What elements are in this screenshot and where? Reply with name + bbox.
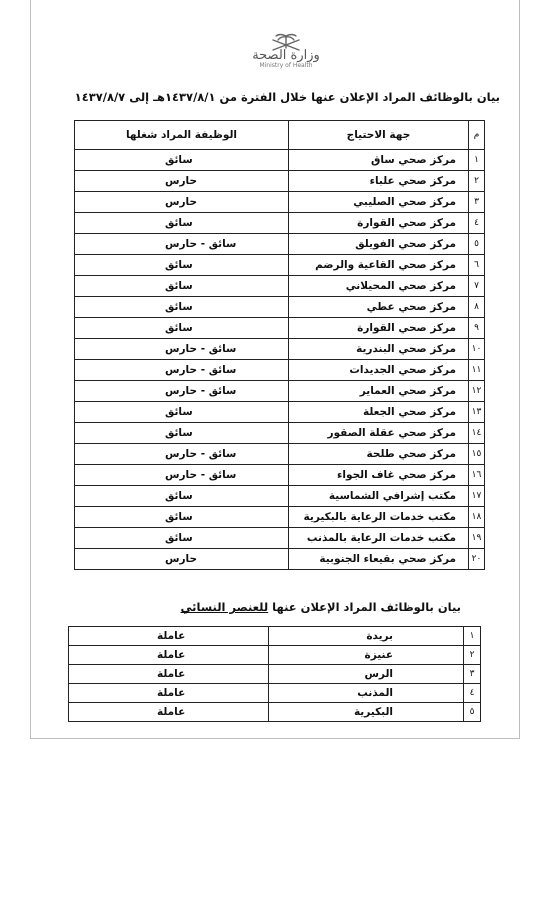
table-row [75, 255, 485, 276]
table-row [69, 684, 481, 703]
row-number: ١١ [468, 360, 484, 381]
table-row [69, 646, 481, 665]
header-job: الوظيفة المراد شغلها [75, 121, 289, 150]
row-number: ١ [464, 627, 481, 646]
row-job: حارس [75, 549, 289, 570]
table-row [69, 665, 481, 684]
row-job: سائق [75, 255, 289, 276]
row-job: عاملة [69, 684, 269, 703]
row-number: ١٩ [468, 528, 484, 549]
row-job: سائق [75, 318, 289, 339]
table-row [75, 528, 485, 549]
logo-arabic-text: وزارة الصحة [252, 48, 320, 63]
row-job: حارس [75, 192, 289, 213]
row-number: ١٣ [468, 402, 484, 423]
document-title: بيان بالوظائف المراد الإعلان عنها خلال الفترة من ١٤٣٧/٨/١هـ إلى ١٤٣٧/٨/٧ [74, 90, 500, 104]
row-location: مركز صحي المحيلاني [288, 276, 468, 297]
row-location: مركز صحي الصليبي [288, 192, 468, 213]
row-number: ١٨ [468, 507, 484, 528]
row-job: سائق - حارس [75, 339, 289, 360]
section-title-prefix: بيان بالوظائف المراد الإعلان عنها [268, 600, 461, 614]
table-row [75, 276, 485, 297]
row-location: مكتب خدمات الرعاية بالبكيرية [288, 507, 468, 528]
row-job: سائق [75, 423, 289, 444]
row-job: سائق [75, 213, 289, 234]
row-job: سائق - حارس [75, 465, 289, 486]
women-jobs-table [68, 626, 481, 722]
table-row [75, 297, 485, 318]
section-title-women [181, 600, 461, 614]
table-header-row [75, 121, 485, 150]
row-job: سائق - حارس [75, 444, 289, 465]
row-number: ١٥ [468, 444, 484, 465]
row-location: مركز صحي الجعلة [288, 402, 468, 423]
table-row [75, 360, 485, 381]
row-location: مركز صحي ساق [288, 150, 468, 171]
row-job: سائق [75, 528, 289, 549]
table-row [75, 339, 485, 360]
row-job: سائق [75, 507, 289, 528]
row-number: ١٤ [468, 423, 484, 444]
row-location: مركز صحي طلحة [288, 444, 468, 465]
row-number: ٢٠ [468, 549, 484, 570]
table-row [75, 402, 485, 423]
row-location: مركز صحي عطي [288, 297, 468, 318]
row-job: سائق [75, 402, 289, 423]
row-number: ١ [468, 150, 484, 171]
table-row [75, 507, 485, 528]
table-row [75, 465, 485, 486]
row-location: مكتب إشرافي الشماسية [288, 486, 468, 507]
row-location: الرس [269, 665, 464, 684]
row-number: ١٠ [468, 339, 484, 360]
table-row [75, 423, 485, 444]
row-job: سائق - حارس [75, 381, 289, 402]
row-number: ٧ [468, 276, 484, 297]
table-row [75, 213, 485, 234]
table-row [75, 234, 485, 255]
row-job: عاملة [69, 665, 269, 684]
row-location: مركز صحي البندرية [288, 339, 468, 360]
row-number: ١٢ [468, 381, 484, 402]
row-job: سائق [75, 276, 289, 297]
row-location: مركز صحي الفويلق [288, 234, 468, 255]
row-job: سائق [75, 150, 289, 171]
row-number: ٢ [468, 171, 484, 192]
row-number: ٨ [468, 297, 484, 318]
row-location: مركز صحي القوارة [288, 213, 468, 234]
header-location: جهة الاحتياج [288, 121, 468, 150]
header-number: م [468, 121, 484, 150]
table-row [75, 549, 485, 570]
row-number: ٣ [468, 192, 484, 213]
table-row [75, 171, 485, 192]
jobs-table [74, 120, 485, 570]
row-job: عاملة [69, 646, 269, 665]
row-location: مركز صحي علباء [288, 171, 468, 192]
row-location: مركز صحي الجديدات [288, 360, 468, 381]
table-row [69, 627, 481, 646]
table-row [75, 150, 485, 171]
row-job: سائق [75, 486, 289, 507]
row-location: مركز صحي عقلة الصقور [288, 423, 468, 444]
row-location: المذنب [269, 684, 464, 703]
row-number: ٢ [464, 646, 481, 665]
row-number: ١٧ [468, 486, 484, 507]
row-location: مكتب خدمات الرعاية بالمذنب [288, 528, 468, 549]
row-location: مركز صحي غاف الجواء [288, 465, 468, 486]
row-location: مركز صحي القوارة [288, 318, 468, 339]
row-job: سائق - حارس [75, 234, 289, 255]
table-row [75, 381, 485, 402]
section-title-underlined: للعنصر النسائي [180, 600, 269, 614]
table-row [75, 318, 485, 339]
row-number: ٩ [468, 318, 484, 339]
row-job: عاملة [69, 703, 269, 722]
row-location: مركز صحي العماير [288, 381, 468, 402]
row-number: ٥ [464, 703, 481, 722]
row-number: ١٦ [468, 465, 484, 486]
table-row [75, 486, 485, 507]
row-job: سائق [75, 297, 289, 318]
row-location: عنيزة [269, 646, 464, 665]
row-number: ٦ [468, 255, 484, 276]
table-row [75, 444, 485, 465]
row-location: البكيرية [269, 703, 464, 722]
table-row [75, 192, 485, 213]
row-number: ٤ [468, 213, 484, 234]
row-number: ٣ [464, 665, 481, 684]
ministry-logo [248, 32, 324, 76]
row-location: بريدة [269, 627, 464, 646]
row-job: عاملة [69, 627, 269, 646]
row-location: مركز صحي بقيعاء الجنوبية [288, 549, 468, 570]
row-number: ٤ [464, 684, 481, 703]
row-location: مركز صحي القاعية والرضم [288, 255, 468, 276]
row-job: حارس [75, 171, 289, 192]
table-row [69, 703, 481, 722]
row-number: ٥ [468, 234, 484, 255]
logo-english-text: Ministry of Health [259, 62, 313, 69]
row-job: سائق - حارس [75, 360, 289, 381]
